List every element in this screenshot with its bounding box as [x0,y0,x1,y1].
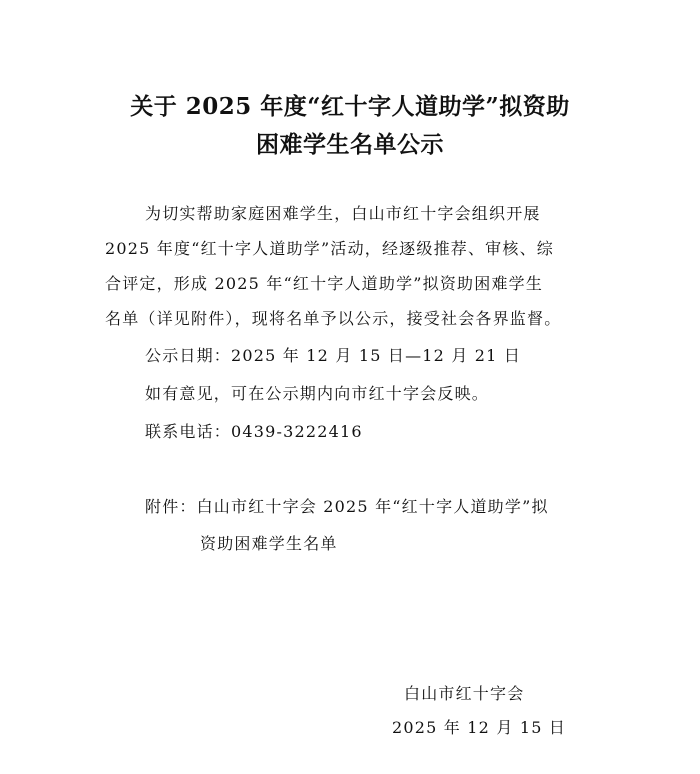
body-paragraph-line-2: 2025 年度“红十字人道助学”活动，经逐级推荐、审核、综 [105,239,554,258]
notice-title-line-1: 关于 2025 年度“红十字人道助学”拟资助 [130,93,570,120]
body-paragraph-line-1: 为切实帮助家庭困难学生，白山市红十字会组织开展 [145,204,541,223]
notice-title-line-2: 困难学生名单公示 [256,131,444,158]
publicity-period: 公示日期：2025 年 12 月 15 日—12 月 21 日 [145,346,522,365]
body-paragraph-line-4: 名单（详见附件），现将名单予以公示，接受社会各界监督。 [105,309,562,328]
contact-phone: 联系电话：0439-3222416 [145,422,363,441]
attachment-line-1: 附件：白山市红十字会 2025 年“红十字人道助学”拟 [145,497,549,516]
signature-date: 2025 年 12 月 15 日 [392,718,567,737]
attachment-line-2: 资助困难学生名单 [200,534,338,553]
signature-organization: 白山市红十字会 [404,684,525,703]
feedback-note: 如有意见，可在公示期内向市红十字会反映。 [145,384,490,403]
body-paragraph-line-3: 合评定，形成 2025 年“红十字人道助学”拟资助困难学生 [105,274,544,293]
